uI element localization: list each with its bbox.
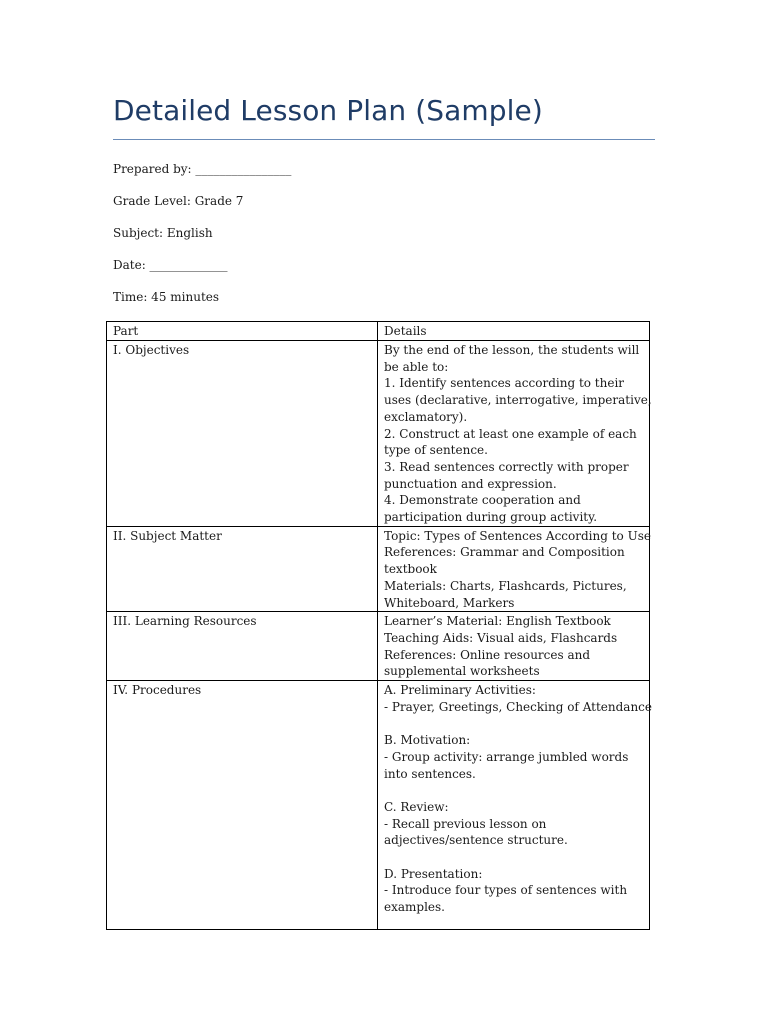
details-line: be able to: — [384, 359, 449, 374]
details-line: into sentences. — [384, 766, 476, 781]
details-line: References: Grammar and Composition — [384, 545, 625, 560]
details-cell-subject-matter — [378, 526, 650, 612]
subject-line: Subject: English — [113, 226, 213, 240]
header-part-cell: Part — [107, 322, 378, 341]
paragraph-gap — [384, 782, 643, 799]
table-row — [107, 341, 650, 527]
details-line: Teaching Aids: Visual aids, Flashcards — [384, 630, 618, 645]
details-line: By the end of the lesson, the students will — [384, 343, 640, 357]
details-line: B. Motivation: — [384, 733, 471, 748]
details-line: Topic: Types of Sentences According to Use — [384, 528, 651, 543]
paragraph-gap — [384, 849, 643, 866]
time-line: Time: 45 minutes — [113, 290, 220, 304]
part-cell-objectives: I. Objectives — [107, 341, 378, 527]
details-line: - Introduce four types of sentences with — [384, 883, 628, 898]
details-line: punctuation and expression. — [384, 476, 557, 491]
details-line: Whiteboard, Markers — [384, 595, 515, 610]
details-line: C. Review: — [384, 799, 449, 814]
header-details-cell: Details — [378, 322, 650, 341]
details-line: 3. Read sentences correctly with proper — [384, 459, 629, 474]
grade-level-line: Grade Level: Grade 7 — [113, 194, 244, 208]
details-line: 4. Demonstrate cooperation and — [384, 493, 581, 508]
details-line: - Recall previous lesson on — [384, 816, 547, 831]
details-line: References: Online resources and — [384, 647, 591, 662]
date-line: Date: _____________ — [113, 258, 228, 272]
details-line: Materials: Charts, Flashcards, Pictures, — [384, 578, 627, 593]
details-line: textbook — [384, 562, 437, 577]
details-line: D. Presentation: — [384, 866, 483, 881]
lesson-plan-table — [106, 321, 653, 930]
details-line: adjectives/sentence structure. — [384, 833, 568, 848]
paragraph-gap — [384, 715, 643, 732]
part-cell-learning-resources: III. Learning Resources — [107, 612, 378, 681]
details-line: - Group activity: arrange jumbled words — [384, 749, 629, 764]
details-line: examples. — [384, 900, 445, 915]
details-line: A. Preliminary Activities: — [384, 683, 536, 698]
title-underline — [113, 139, 655, 140]
table-row — [107, 681, 650, 930]
details-cell-learning-resources — [378, 612, 650, 681]
details-line: participation during group activity. — [384, 510, 598, 525]
details-line: supplemental worksheets — [384, 664, 540, 679]
prepared-by-line: Prepared by: ________________ — [113, 162, 292, 176]
details-line: 1. Identify sentences according to their — [384, 376, 625, 391]
details-cell-procedures — [378, 681, 653, 930]
details-line: type of sentence. — [384, 443, 488, 458]
table-row — [107, 526, 650, 612]
details-line: 2. Construct at least one example of each — [384, 426, 637, 441]
page-title: Detailed Lesson Plan (Sample) — [113, 94, 543, 127]
table-header-row — [107, 322, 650, 341]
details-line: uses (declarative, interrogative, imperative, — [384, 393, 652, 408]
details-cell-objectives — [378, 341, 650, 527]
table-row — [107, 612, 650, 681]
details-line: - Prayer, Greetings, Checking of Attendance — [384, 699, 653, 714]
part-cell-procedures: IV. Procedures — [107, 681, 378, 930]
details-line: exclamatory). — [384, 409, 468, 424]
details-line: Learner’s Material: English Textbook — [384, 614, 611, 629]
part-cell-subject-matter: II. Subject Matter — [107, 526, 378, 612]
